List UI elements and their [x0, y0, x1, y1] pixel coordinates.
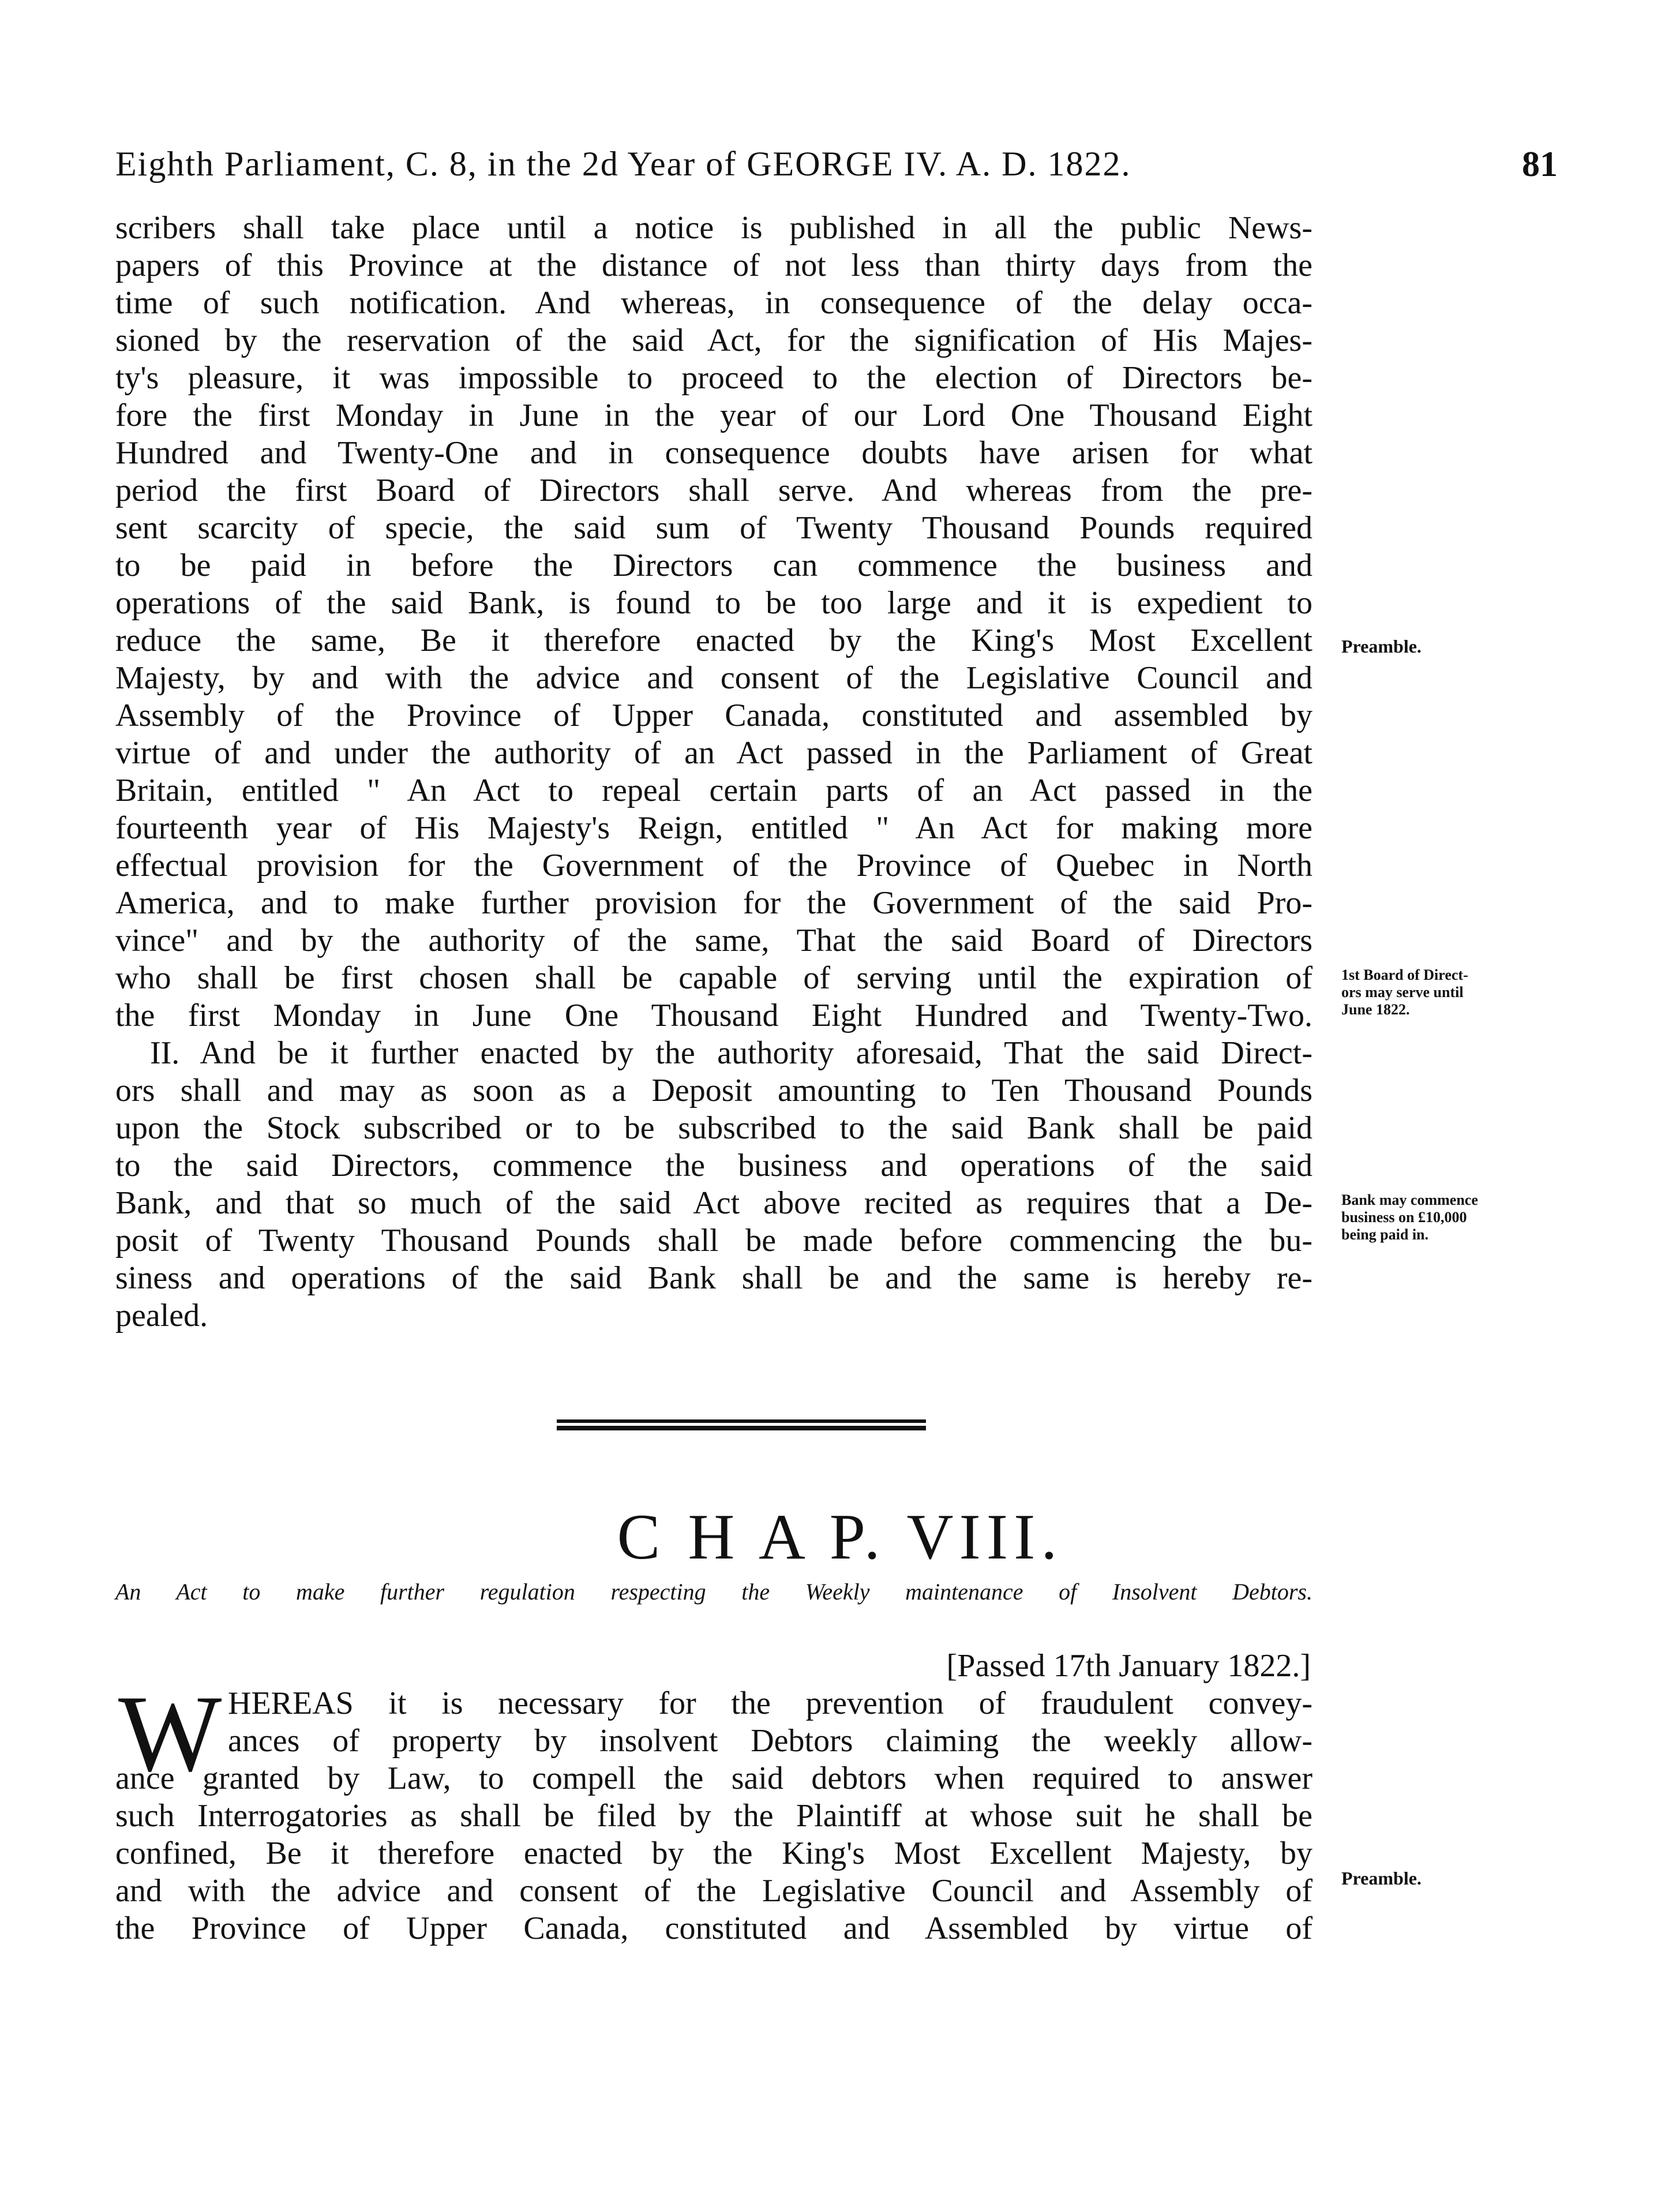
text-line: Majesty, by and with the advice and consent of the Legislative Council and [115, 660, 1312, 696]
margin-note-line: business on £10,000 [1341, 1209, 1467, 1226]
divider-bar-bottom [557, 1426, 926, 1430]
text-line: reduce the same, Be it therefore enacted by the King's Most Excellent [115, 623, 1312, 658]
margin-note-line: 1st Board of Direct- [1341, 966, 1468, 983]
text-line: papers of this Province at the distance of not less than thirty days from the [115, 248, 1312, 283]
margin-note-board [1341, 966, 1584, 1018]
margin-note-bank [1341, 1192, 1584, 1243]
text-line: America, and to make further provision for the Government of the said Pro- [115, 885, 1312, 921]
text-line: the Province of Upper Canada, constituted and Assembled by virtue of [115, 1910, 1312, 1946]
text-line: fourteenth year of His Majesty's Reign, entitled " An Act for making more [115, 810, 1312, 846]
running-title: Eighth Parliament, C. 8, in the 2d Year of GEORGE IV. A. D. 1822. [115, 145, 1131, 183]
text-line: Bank, and that so much of the said Act above recited as requires that a De- [115, 1185, 1312, 1221]
text-line: ty's pleasure, it was impossible to proceed to the election of Directors be- [115, 360, 1312, 396]
margin-note-line: being paid in. [1341, 1226, 1429, 1243]
divider-bar-top [557, 1419, 926, 1423]
text-line: vince" and by the authority of the same, That the said Board of Directors [115, 923, 1312, 958]
text-line: fore the first Monday in June in the year of our Lord One Thousand Eight [115, 398, 1312, 433]
text-line: ances of property by insolvent Debtors claiming the weekly allow- [228, 1723, 1312, 1759]
text-line: scribers shall take place until a notice is published in all the public News- [115, 210, 1312, 246]
text-line: sent scarcity of specie, the said sum of Twenty Thousand Pounds required [115, 510, 1312, 546]
text-line: virtue of and under the authority of an Act passed in the Parliament of Great [115, 735, 1312, 771]
text-line: posit of Twenty Thousand Pounds shall be made before commencing the bu- [115, 1223, 1312, 1258]
text-line: the first Monday in June One Thousand Eight Hundred and Twenty-Two. [115, 998, 1312, 1033]
margin-note-preamble: Preamble. [1341, 636, 1422, 657]
page-number: 81 [1522, 145, 1558, 184]
chapter-title: C H A P. VIII. [617, 1501, 1063, 1573]
text-line: period the first Board of Directors shall serve. And whereas from the pre- [115, 473, 1312, 508]
text-line: operations of the said Bank, is found to be too large and it is expedient to [115, 585, 1312, 621]
text-line: to the said Directors, commence the business and operations of the said [115, 1148, 1312, 1183]
text-line: who shall be first chosen shall be capable of serving until the expiration of [115, 960, 1312, 996]
text-line: HEREAS it is necessary for the prevention of fraudulent convey- [228, 1685, 1312, 1721]
drop-cap: W [118, 1673, 222, 1795]
margin-note-line: ors may serve until [1341, 984, 1464, 1001]
margin-note-line: Bank may commence [1341, 1192, 1478, 1208]
running-header [115, 144, 1558, 190]
text-line: pealed. [115, 1298, 208, 1333]
margin-note-preamble-2: Preamble. [1341, 1868, 1422, 1889]
text-line: II. And be it further enacted by the authority aforesaid, That the said Direct- [150, 1035, 1312, 1071]
passed-date: [Passed 17th January 1822.] [946, 1648, 1311, 1684]
text-line: and with the advice and consent of the Legislative Council and Assembly of [115, 1873, 1312, 1909]
text-line: upon the Stock subscribed or to be subscribed to the said Bank shall be paid [115, 1110, 1312, 1146]
section-divider [557, 1419, 926, 1431]
text-line: to be paid in before the Directors can commence the business and [115, 548, 1312, 583]
text-line: Hundred and Twenty-One and in consequence doubts have arisen for what [115, 435, 1312, 471]
text-line: confined, Be it therefore enacted by the King's Most Excellent Majesty, by [115, 1835, 1312, 1871]
text-line: ance granted by Law, to compell the said debtors when required to answer [115, 1760, 1312, 1796]
text-line: Assembly of the Province of Upper Canada, constituted and assembled by [115, 698, 1312, 733]
chapter-subtitle: An Act to make further regulation respecting the Weekly maintenance of Insolvent Debtors. [115, 1579, 1312, 1605]
text-line: effectual provision for the Government of the Province of Quebec in North [115, 848, 1312, 883]
margin-note-line: June 1822. [1341, 1001, 1410, 1018]
text-line: ors shall and may as soon as a Deposit amounting to Ten Thousand Pounds [115, 1073, 1312, 1108]
text-line: Britain, entitled " An Act to repeal certain parts of an Act passed in the [115, 773, 1312, 808]
text-line: siness and operations of the said Bank shall be and the same is hereby re- [115, 1260, 1312, 1296]
text-line: such Interrogatories as shall be filed by the Plaintiff at whose suit he shall be [115, 1798, 1312, 1834]
text-line: sioned by the reservation of the said Act, for the signification of His Majes- [115, 323, 1312, 358]
text-line: time of such notification. And whereas, in consequence of the delay occa- [115, 285, 1312, 321]
